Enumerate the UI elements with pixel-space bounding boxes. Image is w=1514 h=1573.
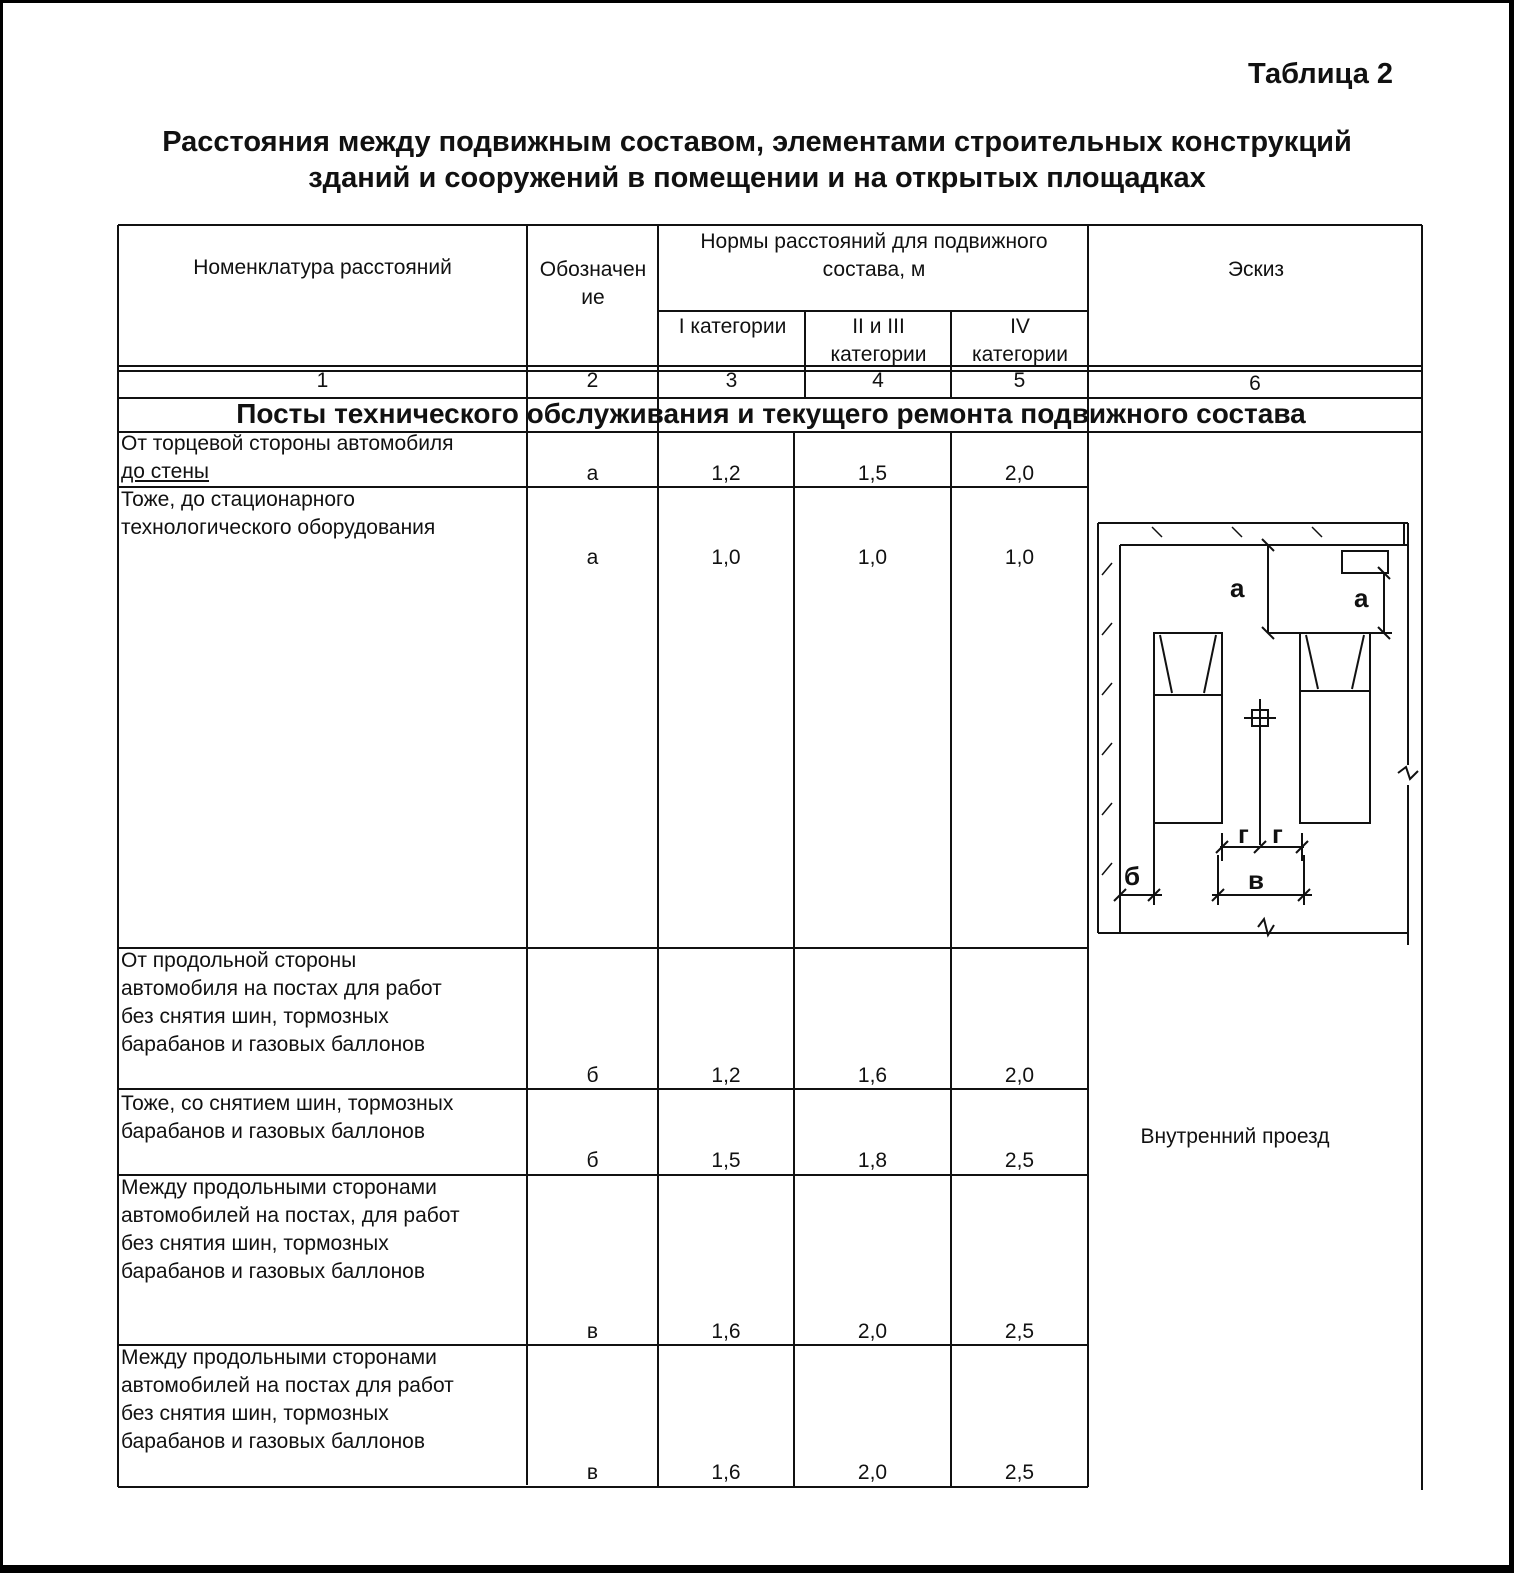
section-title: Посты технического обслуживания и текущего ремонта подвижного состава: [236, 398, 1306, 429]
description-line: От торцевой стороны автомобиля: [121, 432, 454, 455]
sketch-label-v: в: [1248, 865, 1264, 895]
description-line: От продольной стороны: [121, 949, 357, 972]
column-number: 4: [872, 369, 884, 392]
header-sketch: Эскиз: [1227, 258, 1285, 281]
column-number: 2: [586, 369, 599, 392]
row-value-cat23: 1,6: [857, 1064, 888, 1087]
row-value-cat4: 2,0: [1004, 462, 1035, 485]
header-norms: [660, 228, 1088, 284]
sketch-label-a-right: а: [1354, 583, 1369, 613]
header-designation-line-1: Обозначен: [539, 258, 647, 281]
description-line: до стены: [121, 460, 210, 483]
row-value-cat23: 1,8: [857, 1149, 888, 1172]
sketch-label-g-left: г: [1238, 819, 1249, 849]
header-category-4: [952, 313, 1088, 369]
description-line: барабанов и газовых баллонов: [121, 1260, 426, 1283]
row-value-cat1: 1,6: [711, 1320, 741, 1343]
row-value-cat1: 1,6: [711, 1461, 741, 1484]
table-number: Таблица 2: [1248, 58, 1394, 90]
row-description: [121, 1174, 525, 1286]
row-value-cat1: 1,2: [711, 462, 741, 485]
description-line: автомобилей на постах для работ: [121, 1374, 454, 1397]
row-symbol: в: [586, 1320, 599, 1343]
title-line-2: зданий и сооружений в помещении и на открытых площадках: [308, 162, 1206, 194]
header-nomenclature: Номенклатура расстояний: [193, 256, 452, 279]
row-value-cat23: 2,0: [857, 1461, 888, 1484]
row-value-cat1: 1,0: [711, 546, 741, 569]
description-line: Между продольными сторонами: [121, 1176, 437, 1199]
layout-sketch: [1092, 515, 1422, 945]
description-line: Тоже, до стационарного: [121, 488, 355, 511]
sketch-label-g-right: г: [1272, 819, 1283, 849]
sketch-label-b: б: [1124, 861, 1141, 891]
header-category-4-line-1: IV: [1010, 315, 1030, 338]
description-line: автомобиля на постах для работ: [121, 977, 442, 1000]
row-description: [121, 1344, 525, 1456]
title-line-1: Расстояния между подвижным составом, элементами строительных конструкций: [162, 126, 1352, 158]
column-number: 3: [725, 369, 738, 392]
row-description: [121, 1090, 525, 1146]
header-category-2-3: [806, 313, 951, 369]
header-category-4-line-2: категории: [972, 343, 1068, 366]
row-symbol: б: [586, 1064, 599, 1087]
row-description: [121, 486, 525, 542]
description-line: Между продольными сторонами: [121, 1346, 437, 1369]
column-number: 6: [1249, 372, 1261, 395]
header-category-1: I категории: [678, 315, 787, 338]
row-value-cat1: 1,2: [711, 1064, 741, 1087]
row-description: [121, 947, 525, 1059]
description-line: без снятия шин, тормозных: [121, 1402, 389, 1425]
row-value-cat23: 1,5: [857, 462, 888, 485]
row-value-cat4: 2,5: [1004, 1320, 1035, 1343]
header-category-2-3-line-2: категории: [830, 343, 927, 366]
row-symbol: б: [586, 1149, 599, 1172]
column-number: 1: [316, 369, 329, 392]
row-value-cat4: 1,0: [1004, 546, 1035, 569]
row-value-cat23: 1,0: [857, 546, 888, 569]
description-line: автомобилей на постах, для работ: [121, 1204, 460, 1227]
row-description: [121, 430, 525, 486]
description-line: Тоже, со снятием шин, тормозных: [121, 1092, 454, 1115]
description-line: барабанов и газовых баллонов: [121, 1430, 426, 1453]
row-value-cat1: 1,5: [711, 1149, 741, 1172]
description-line: без снятия шин, тормозных: [121, 1005, 389, 1028]
header-norms-line-2: состава, м: [822, 258, 926, 281]
row-value-cat4: 2,5: [1004, 1149, 1035, 1172]
header-designation-line-2: ие: [581, 286, 605, 309]
description-line: барабанов и газовых баллонов: [121, 1120, 426, 1143]
row-symbol: в: [586, 1461, 599, 1484]
row-symbol: а: [586, 462, 599, 485]
header-category-2-3-line-1: II и III: [852, 315, 905, 338]
row-value-cat4: 2,5: [1004, 1461, 1035, 1484]
row-symbol: а: [586, 546, 599, 569]
header-norms-line-1: Нормы расстояний для подвижного: [700, 230, 1048, 253]
description-line: без снятия шин, тормозных: [121, 1232, 389, 1255]
column-number: 5: [1013, 369, 1026, 392]
description-line: технологического оборудования: [121, 516, 436, 539]
row-value-cat23: 2,0: [857, 1320, 888, 1343]
sketch-label-a-left: а: [1230, 573, 1245, 603]
header-designation: [528, 256, 658, 312]
inner-passage-label: Внутренний проезд: [1140, 1125, 1330, 1148]
description-line: барабанов и газовых баллонов: [121, 1033, 426, 1056]
row-value-cat4: 2,0: [1004, 1064, 1035, 1087]
